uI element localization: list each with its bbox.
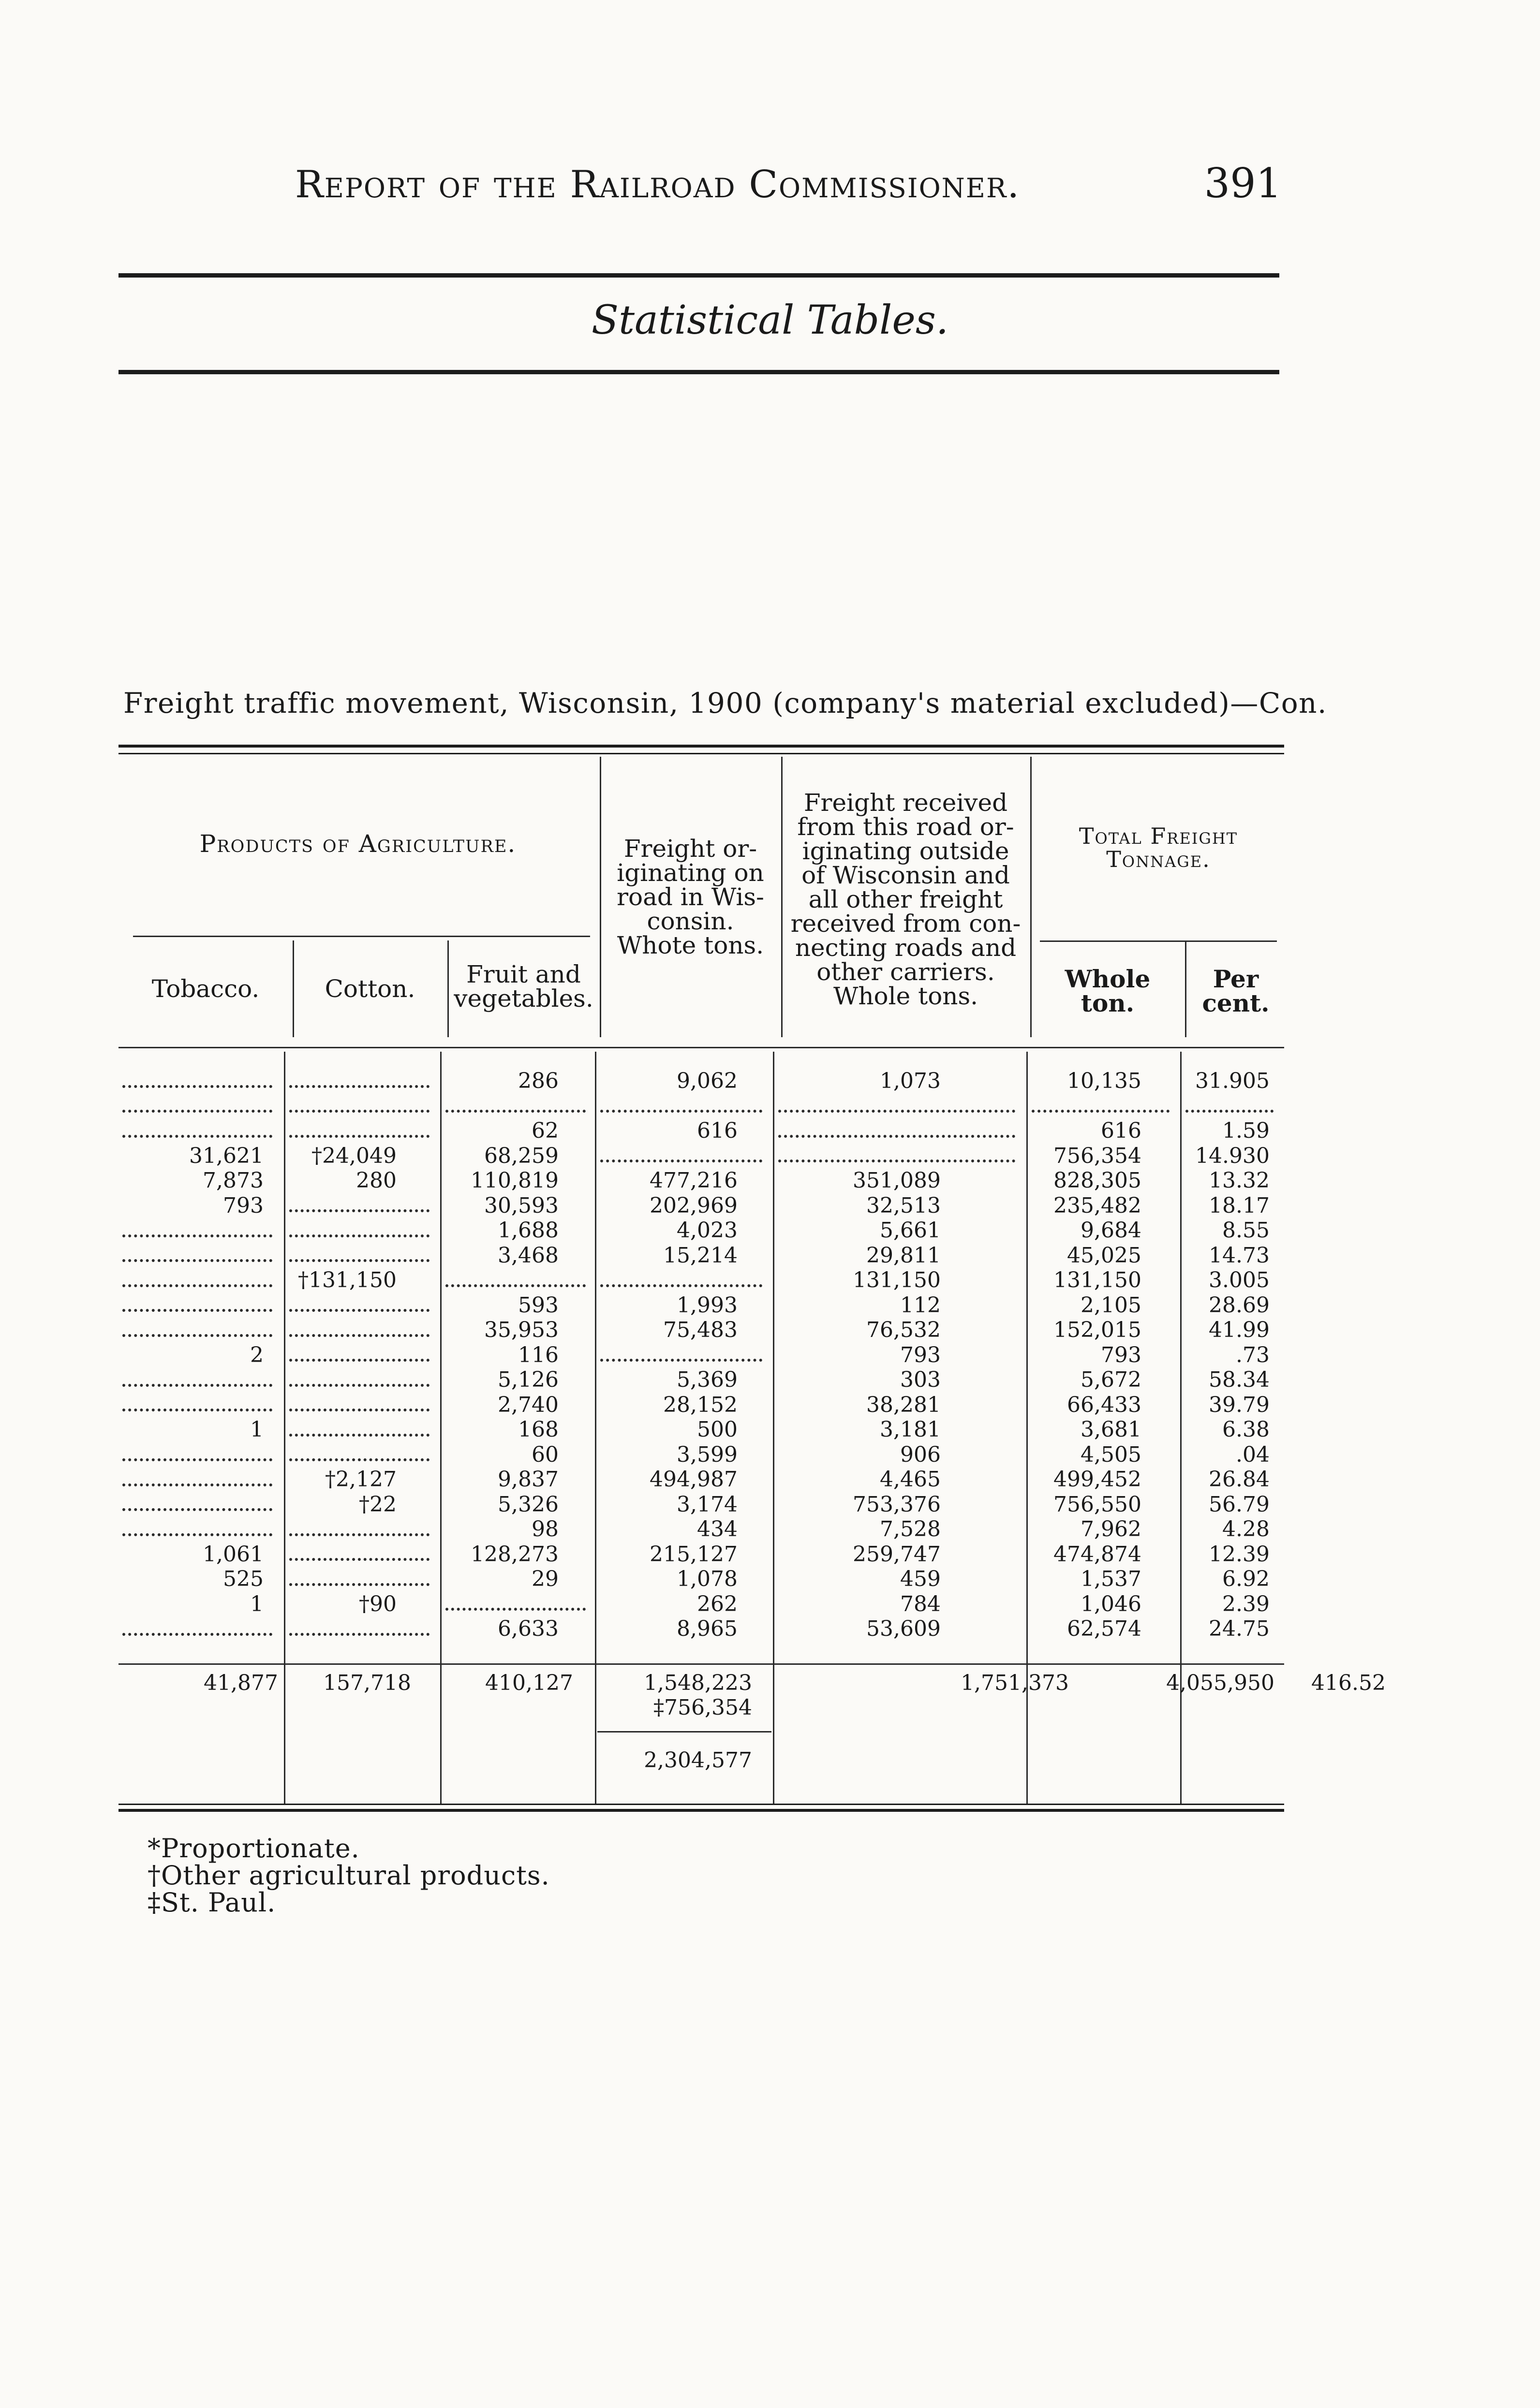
table-cell	[596, 1268, 766, 1293]
table-cell: 112	[900, 1292, 941, 1318]
table-cell	[285, 1118, 433, 1144]
table-cell	[774, 1118, 1019, 1144]
table-cell: 499,452	[1053, 1467, 1141, 1492]
table-cell: 1,046	[1081, 1591, 1141, 1616]
table-cell: 593	[518, 1292, 559, 1318]
table-top-rule	[118, 745, 1284, 748]
table-cell: 8,965	[677, 1616, 738, 1641]
table-cell: 259,747	[853, 1542, 941, 1567]
table-cell	[118, 1069, 276, 1094]
table-cell	[285, 1442, 433, 1468]
total-fruit: 410,127	[485, 1671, 573, 1695]
table-cell: 215,127	[650, 1542, 738, 1567]
table-cell	[285, 1542, 433, 1567]
group-rule-agriculture	[133, 936, 590, 937]
group-header-total	[1033, 824, 1284, 871]
header-rule-bottom	[118, 370, 1279, 374]
table-cell: 459	[900, 1567, 941, 1591]
table-cell	[285, 1567, 433, 1592]
table-cell	[774, 1144, 1019, 1169]
table-cell: 5,369	[677, 1367, 738, 1392]
table-cell	[118, 1393, 276, 1418]
table-cell: 474,874	[1053, 1542, 1141, 1567]
table-cell: 303	[900, 1367, 941, 1392]
table-cell	[118, 1243, 276, 1268]
table-row	[118, 1567, 1284, 1592]
table-cell	[285, 1367, 433, 1393]
table-cell	[118, 1492, 276, 1517]
table-cell: 494,987	[650, 1467, 738, 1492]
table-cell: 58.34	[1209, 1367, 1270, 1392]
table-cell	[442, 1268, 590, 1293]
table-bottom-rule-thin	[118, 1804, 1284, 1805]
table-cell	[442, 1094, 590, 1119]
page-number: 391	[1204, 160, 1282, 207]
col-header-whole-line: Whole	[1065, 965, 1151, 993]
table-cell: 5,326	[498, 1492, 559, 1517]
table-cell: 12.39	[1209, 1542, 1270, 1567]
col-divider	[1030, 757, 1032, 1037]
table-cell	[118, 1367, 276, 1393]
col-header-percent	[1187, 967, 1284, 1015]
table-bottom-rule	[118, 1809, 1284, 1812]
table-row	[118, 1318, 1284, 1343]
table-cell: 5,672	[1081, 1367, 1141, 1392]
col-header-line: iginating on	[617, 859, 764, 887]
table-cell	[285, 1094, 433, 1119]
table-cell	[118, 1517, 276, 1542]
table-cell	[442, 1592, 590, 1617]
table-cell: 41.99	[1209, 1318, 1270, 1342]
total-percent: 416.52	[1311, 1671, 1386, 1695]
table-cell: 168	[518, 1417, 559, 1442]
table-cell: 793	[900, 1342, 941, 1367]
col-header-percent-line: cent.	[1202, 989, 1270, 1017]
footnote: †Other agricultural products.	[148, 1860, 550, 1891]
col-header-fruit-line: vegetables.	[454, 984, 593, 1013]
table-cell: 616	[697, 1118, 738, 1143]
section-title: Statistical Tables.	[591, 297, 949, 343]
table-cell: 1,993	[677, 1292, 738, 1318]
table-cell: †22	[359, 1492, 397, 1517]
table-cell: 3,599	[677, 1442, 738, 1467]
table-cell: 1,073	[880, 1069, 941, 1093]
col-header-line: of Wisconsin and	[801, 861, 1010, 889]
table-cell	[285, 1318, 433, 1343]
table-cell: 5,661	[880, 1218, 941, 1243]
table-row	[118, 1168, 1284, 1193]
col-header-whole-line: ton.	[1081, 989, 1135, 1017]
col-header-line: consin.	[647, 907, 734, 935]
total-originating: 1,548,223	[644, 1671, 752, 1695]
table-row	[118, 1293, 1284, 1318]
table-cell: 2,740	[498, 1392, 559, 1417]
table-cell: 116	[518, 1342, 559, 1367]
table-cell: 6.92	[1222, 1567, 1270, 1591]
col-divider	[1185, 940, 1186, 1037]
table-cell: 38,281	[866, 1392, 941, 1417]
table-row	[118, 1144, 1284, 1169]
table-cell: 62,574	[1067, 1616, 1141, 1641]
table-row	[118, 1492, 1284, 1517]
table-top-rule-thin	[118, 753, 1284, 754]
table-cell: 828,305	[1053, 1168, 1141, 1193]
table-cell	[285, 1517, 433, 1542]
table-cell: 110,819	[471, 1168, 559, 1193]
table-cell: 3.005	[1209, 1268, 1270, 1292]
col-header-line: Freight received	[803, 789, 1008, 817]
table-row	[118, 1393, 1284, 1418]
table-cell	[285, 1243, 433, 1268]
table-row	[118, 1243, 1284, 1268]
table-cell: 1,537	[1081, 1567, 1141, 1591]
table-cell: 756,550	[1053, 1492, 1141, 1517]
totals-rule	[118, 1663, 1284, 1665]
table-cell: 76,532	[866, 1318, 941, 1342]
col-divider	[781, 757, 783, 1037]
col-header-cotton: Cotton.	[325, 975, 415, 1003]
col-header-whole	[1033, 967, 1183, 1015]
table-cell: 53,609	[866, 1616, 941, 1641]
table-row	[118, 1442, 1284, 1468]
table-cell: 7,873	[203, 1168, 264, 1193]
table-cell: 98	[532, 1517, 559, 1542]
table-row	[118, 1218, 1284, 1243]
table-cell	[1182, 1094, 1277, 1119]
table-cell: 1	[250, 1591, 264, 1616]
total-received: 1,751,373	[961, 1671, 1069, 1695]
table-cell: 262	[697, 1591, 738, 1616]
col-header-originating	[602, 837, 779, 957]
group-header-agriculture: Products of Agriculture.	[199, 830, 517, 858]
table-cell: 1	[250, 1417, 264, 1442]
col-header-line: received from con-	[790, 910, 1021, 938]
table-cell: 68,259	[484, 1143, 559, 1168]
col-header-line: Freight or-	[623, 835, 757, 863]
col-header-line: Whote tons.	[617, 931, 764, 959]
table-cell	[118, 1318, 276, 1343]
table-cell: 9,837	[498, 1467, 559, 1492]
table-cell: 9,684	[1081, 1218, 1141, 1243]
table-cell: 26.84	[1209, 1467, 1270, 1492]
table-cell: 29,811	[866, 1243, 941, 1268]
table-cell: 5,126	[498, 1367, 559, 1392]
col-header-percent-line: Per	[1213, 965, 1259, 993]
table-cell	[118, 1442, 276, 1468]
table-row	[118, 1542, 1284, 1567]
table-cell: 62	[532, 1118, 559, 1143]
table-cell: 60	[532, 1442, 559, 1467]
table-cell	[285, 1616, 433, 1642]
col-header-line: iginating outside	[802, 837, 1009, 865]
table-cell: 6,633	[498, 1616, 559, 1641]
table-cell: 1.59	[1222, 1118, 1270, 1143]
col-header-line: all other freight	[808, 885, 1003, 913]
table-row	[118, 1417, 1284, 1442]
col-header-line: Whole tons.	[833, 982, 978, 1010]
table-cell	[285, 1193, 433, 1219]
table-cell	[285, 1417, 433, 1442]
table-cell: †24,049	[311, 1143, 397, 1168]
table-cell: 66,433	[1067, 1392, 1141, 1417]
footnotes	[148, 1835, 550, 1916]
table-cell: 6.38	[1222, 1417, 1270, 1442]
table-cell: 13.32	[1209, 1168, 1270, 1193]
table-cell: 14.930	[1195, 1143, 1270, 1168]
table-cell	[118, 1094, 276, 1119]
table-cell: 9,062	[677, 1069, 738, 1093]
total-originating-extra: ‡756,354	[653, 1695, 752, 1720]
table-row	[118, 1616, 1284, 1642]
table-cell	[285, 1218, 433, 1243]
table-cell	[118, 1467, 276, 1492]
table-cell	[118, 1293, 276, 1318]
table-cell	[285, 1393, 433, 1418]
table-cell: 525	[223, 1567, 264, 1591]
table-cell: 4,465	[880, 1467, 941, 1492]
table-cell: 18.17	[1209, 1193, 1270, 1218]
table-cell: †131,150	[298, 1268, 397, 1292]
table-cell: 793	[1101, 1342, 1141, 1367]
table-cell: 8.55	[1222, 1218, 1270, 1243]
table-cell: 7,528	[880, 1517, 941, 1542]
table-cell: 7,962	[1081, 1517, 1141, 1542]
table-cell: 29	[532, 1567, 559, 1591]
table-cell	[596, 1094, 766, 1119]
table-cell	[774, 1094, 1019, 1119]
footnote: *Proportionate.	[148, 1833, 360, 1864]
col-divider	[293, 940, 294, 1037]
table-cell: 280	[356, 1168, 397, 1193]
col-header-received	[784, 791, 1028, 1008]
table-row	[118, 1517, 1284, 1542]
table-cell	[118, 1218, 276, 1243]
table-cell: 434	[697, 1517, 738, 1542]
table-cell: 3,181	[880, 1417, 941, 1442]
col-header-fruit-line: Fruit and	[466, 960, 581, 988]
table-cell: 2	[250, 1342, 264, 1367]
running-title: Report of the Railroad Commissioner.	[295, 163, 1021, 206]
table-cell: 2.39	[1222, 1591, 1270, 1616]
table-cell: 1,688	[498, 1218, 559, 1243]
table-cell: 56.79	[1209, 1492, 1270, 1517]
table-cell: 286	[518, 1069, 559, 1093]
table-cell: 906	[900, 1442, 941, 1467]
table-cell: 1,078	[677, 1567, 738, 1591]
table-cell: 30,593	[484, 1193, 559, 1218]
table-cell	[596, 1144, 766, 1169]
table-cell	[118, 1616, 276, 1642]
table-cell: .73	[1236, 1342, 1270, 1367]
table-cell: 24.75	[1209, 1616, 1270, 1641]
group-header-total-line: Tonnage.	[1106, 846, 1211, 872]
table-cell: 28.69	[1209, 1292, 1270, 1318]
table-cell: 15,214	[663, 1243, 738, 1268]
col-header-fruit	[450, 962, 597, 1011]
table-cell: 351,089	[853, 1168, 941, 1193]
col-header-line: road in Wis-	[617, 883, 764, 911]
col-header-tobacco: Tobacco.	[151, 975, 260, 1003]
total-cotton: 157,718	[323, 1671, 411, 1695]
table-cell: 3,681	[1081, 1417, 1141, 1442]
table-cell: 131,150	[853, 1268, 941, 1292]
header-rule-top	[118, 273, 1279, 278]
footnote: ‡St. Paul.	[148, 1887, 276, 1918]
table-row	[118, 1343, 1284, 1368]
table-cell: 131,150	[1053, 1268, 1141, 1292]
table-cell: 31.905	[1195, 1069, 1270, 1093]
table-row	[118, 1367, 1284, 1393]
table-cell: 14.73	[1209, 1243, 1270, 1268]
table-cell	[285, 1343, 433, 1368]
table-cell: 3,174	[677, 1492, 738, 1517]
table-cell: 1,061	[203, 1542, 264, 1567]
table-cell: 477,216	[650, 1168, 738, 1193]
running-header	[295, 160, 1282, 207]
table-cell: 3,468	[498, 1243, 559, 1268]
table-cell	[1028, 1094, 1173, 1119]
table-row	[118, 1193, 1284, 1219]
table-cell	[596, 1343, 766, 1368]
table-cell: †2,127	[325, 1467, 397, 1492]
table-row	[118, 1268, 1284, 1293]
total-tobacco: 41,877	[204, 1671, 278, 1695]
table-cell: 35,953	[484, 1318, 559, 1342]
table-cell	[285, 1069, 433, 1094]
total-whole: 4,055,950	[1166, 1671, 1274, 1695]
table-row	[118, 1118, 1284, 1144]
table-cell: 616	[1101, 1118, 1141, 1143]
table-row	[118, 1467, 1284, 1492]
table-cell: †90	[359, 1591, 397, 1616]
table-cell: 152,015	[1053, 1318, 1141, 1342]
table-cell: 75,483	[663, 1318, 738, 1342]
table-cell: 500	[697, 1417, 738, 1442]
table-cell	[285, 1293, 433, 1318]
table-cell	[118, 1118, 276, 1144]
col-header-line: other carriers.	[816, 958, 995, 986]
table-cell: 784	[900, 1591, 941, 1616]
table-cell: 45,025	[1067, 1243, 1141, 1268]
table-row	[118, 1592, 1284, 1617]
table-cell	[118, 1268, 276, 1293]
col-divider	[447, 940, 449, 1037]
table-row	[118, 1094, 1284, 1119]
table-cell: 202,969	[650, 1193, 738, 1218]
table-cell: 39.79	[1209, 1392, 1270, 1417]
table-cell: .04	[1236, 1442, 1270, 1467]
col-divider	[600, 757, 601, 1037]
table-cell: 32,513	[866, 1193, 941, 1218]
table-cell: 28,152	[663, 1392, 738, 1417]
table-cell: 793	[223, 1193, 264, 1218]
col-header-line: from this road or-	[797, 813, 1014, 841]
table-cell: 235,482	[1053, 1193, 1141, 1218]
col-header-line: necting roads and	[795, 934, 1017, 962]
table-cell: 753,376	[853, 1492, 941, 1517]
table-caption: Freight traffic movement, Wisconsin, 1900 (company's material excluded)—Con.	[123, 687, 1327, 719]
table-body	[118, 1069, 1284, 1642]
table-row	[118, 1069, 1284, 1094]
table-cell: 4.28	[1222, 1517, 1270, 1542]
table-cell: 2,105	[1081, 1292, 1141, 1318]
header-bottom-rule	[118, 1047, 1284, 1048]
table-cell: 31,621	[189, 1143, 264, 1168]
table-cell: 4,505	[1081, 1442, 1141, 1467]
group-rule-total	[1040, 940, 1277, 942]
table-cell: 128,273	[471, 1542, 559, 1567]
total-originating-sum: 2,304,577	[644, 1748, 752, 1773]
table-cell: 10,135	[1067, 1069, 1141, 1093]
group-header-total-line: Total Freight	[1079, 823, 1238, 849]
table-cell: 756,354	[1053, 1143, 1141, 1168]
subtotal-rule	[597, 1731, 771, 1733]
table-cell: 4,023	[677, 1218, 738, 1243]
